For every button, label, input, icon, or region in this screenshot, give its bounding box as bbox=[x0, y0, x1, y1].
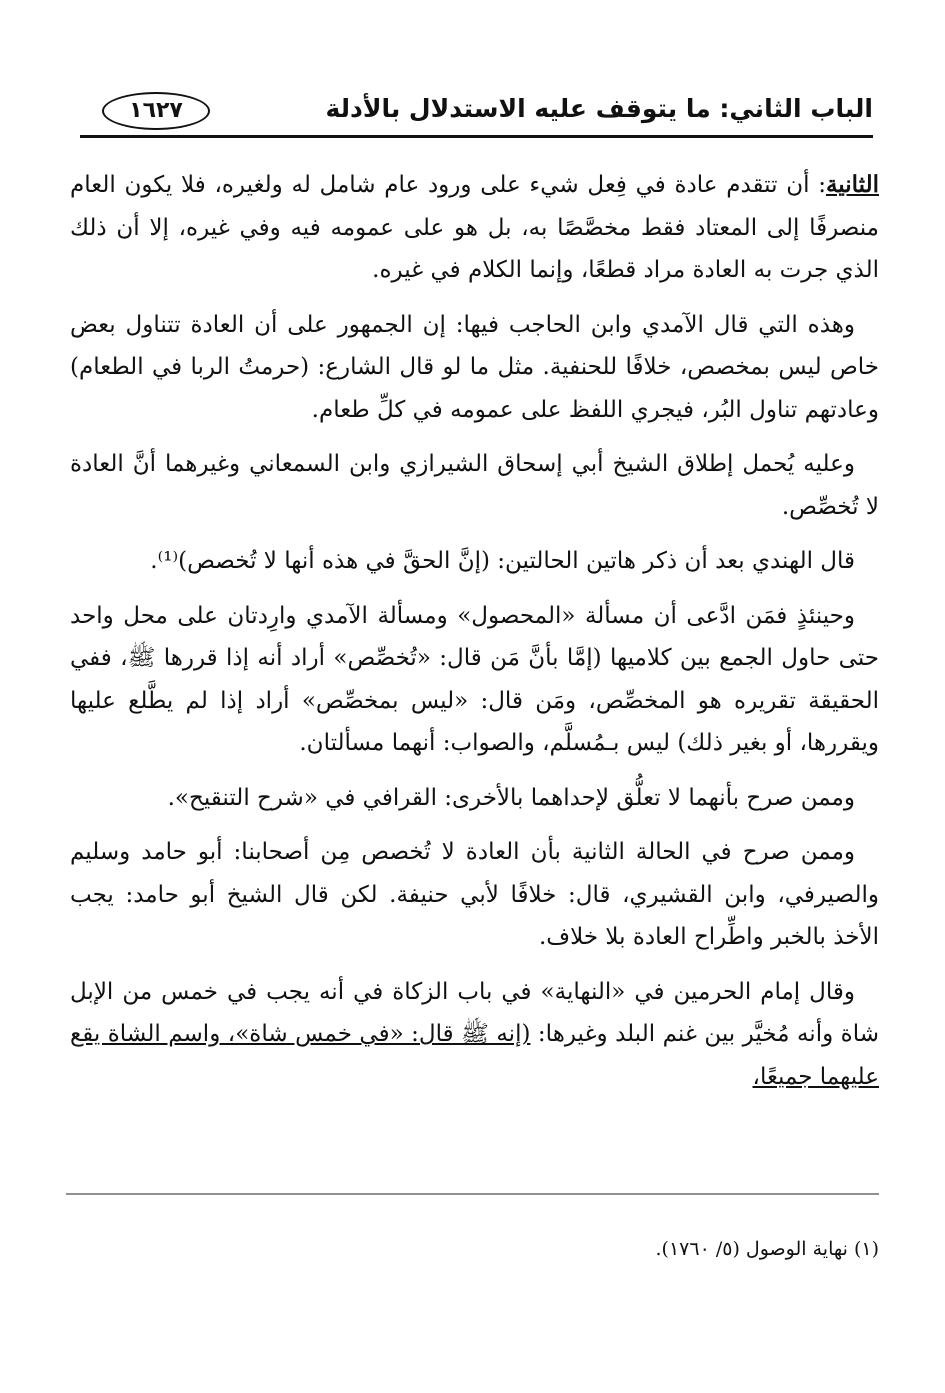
paragraph-lead: الثانية bbox=[825, 171, 879, 198]
paragraph: وممن صرح في الحالة الثانية بأن العادة لا تُخصص مِن أصحابنا: أبو حامد وسليم والصيرفي، وابن القشيري، قال: خلافًا لأبي حنيفة. لكن قال الشيخ أبو حامد: يجب الأخذ بالخبر واطِّراح العادة بلا خلاف. bbox=[70, 839, 879, 950]
paragraph: وممن صرح بأنهما لا تعلُّق لإحداهما بالأخرى: القرافي في «شرح التنقيح». bbox=[167, 784, 855, 811]
body-text bbox=[70, 164, 879, 1110]
footnote: (١) نهاية الوصول (٥/ ١٧٦٠). bbox=[655, 1238, 879, 1260]
paragraph-text: : أن تتقدم عادة في فِعل شيء على ورود عام شامل له ولغيره، فلا يكون العام منصرفًا إلى المعتاد فقط مخصَّصًا به، بل هو على عمومه فيه وفي غيره، إلا أن ذلك الذي جرت به العادة مراد قطعًا، وإنما الكلام في غيره. bbox=[70, 172, 879, 283]
chapter-title: الباب الثاني: ما يتوقف عليه الاستدلال بالأدلة bbox=[325, 94, 873, 123]
paragraph: وهذه التي قال الآمدي وابن الحاجب فيها: إن الجمهور على أن العادة تتناول بعض خاص ليس بمخصص، خلافًا للحنفية. مثل ما لو قال الشارع: (حرمتُ الربا في الطعام) وعادتهم تناول البُر، فيجري اللفظ على عمومه في كلِّ طعام. bbox=[70, 311, 879, 423]
header-rule bbox=[80, 135, 873, 138]
page-number: ١٦٢٧ bbox=[102, 92, 210, 130]
underlined-quote: (إنه ﷺ قال: «في خمس شاة»، واسم الشاة يقع عليهما جميعًا، bbox=[70, 1021, 879, 1090]
footnote-separator bbox=[0, 1190, 945, 1198]
paragraph bbox=[70, 164, 879, 292]
page-header bbox=[80, 86, 873, 142]
paragraph-text: وقال إمام الحرمين في «النهاية» في باب الزكاة في أنه يجب في خمس من الإبل شاة وأنه مُخيَّر بين غنم البلد وغيرها: bbox=[70, 978, 879, 1047]
paragraph: وحينئذٍ فمَن ادَّعى أن مسألة «المحصول» ومسألة الآمدي وارِدتان على محل واحد حتى حاول الجمع بين كلاميها (إمَّا بأنَّ مَن قال: «تُخصِّص» أراد أنه إذا قررها ﷺ، ففي الحقيقة تقريره هو المخصِّص، ومَن قال: «ليس بمخصِّص» أراد إذا لم يطَّلع عليها ويقررها، أو بغير ذلك) ليس بـمُسلَّم، والصواب: أنهما مسألتان. bbox=[70, 602, 879, 756]
paragraph: قال الهندي بعد أن ذكر هاتين الحالتين: (إنَّ الحقَّ في هذه أنها لا تُخصص)⁽¹⁾. bbox=[150, 548, 855, 574]
paragraph bbox=[70, 971, 879, 1099]
paragraph: وعليه يُحمل إطلاق الشيخ أبي إسحاق الشيرازي وابن السمعاني وغيرهما أنَّ العادة لا تُخصِّص. bbox=[70, 451, 879, 520]
